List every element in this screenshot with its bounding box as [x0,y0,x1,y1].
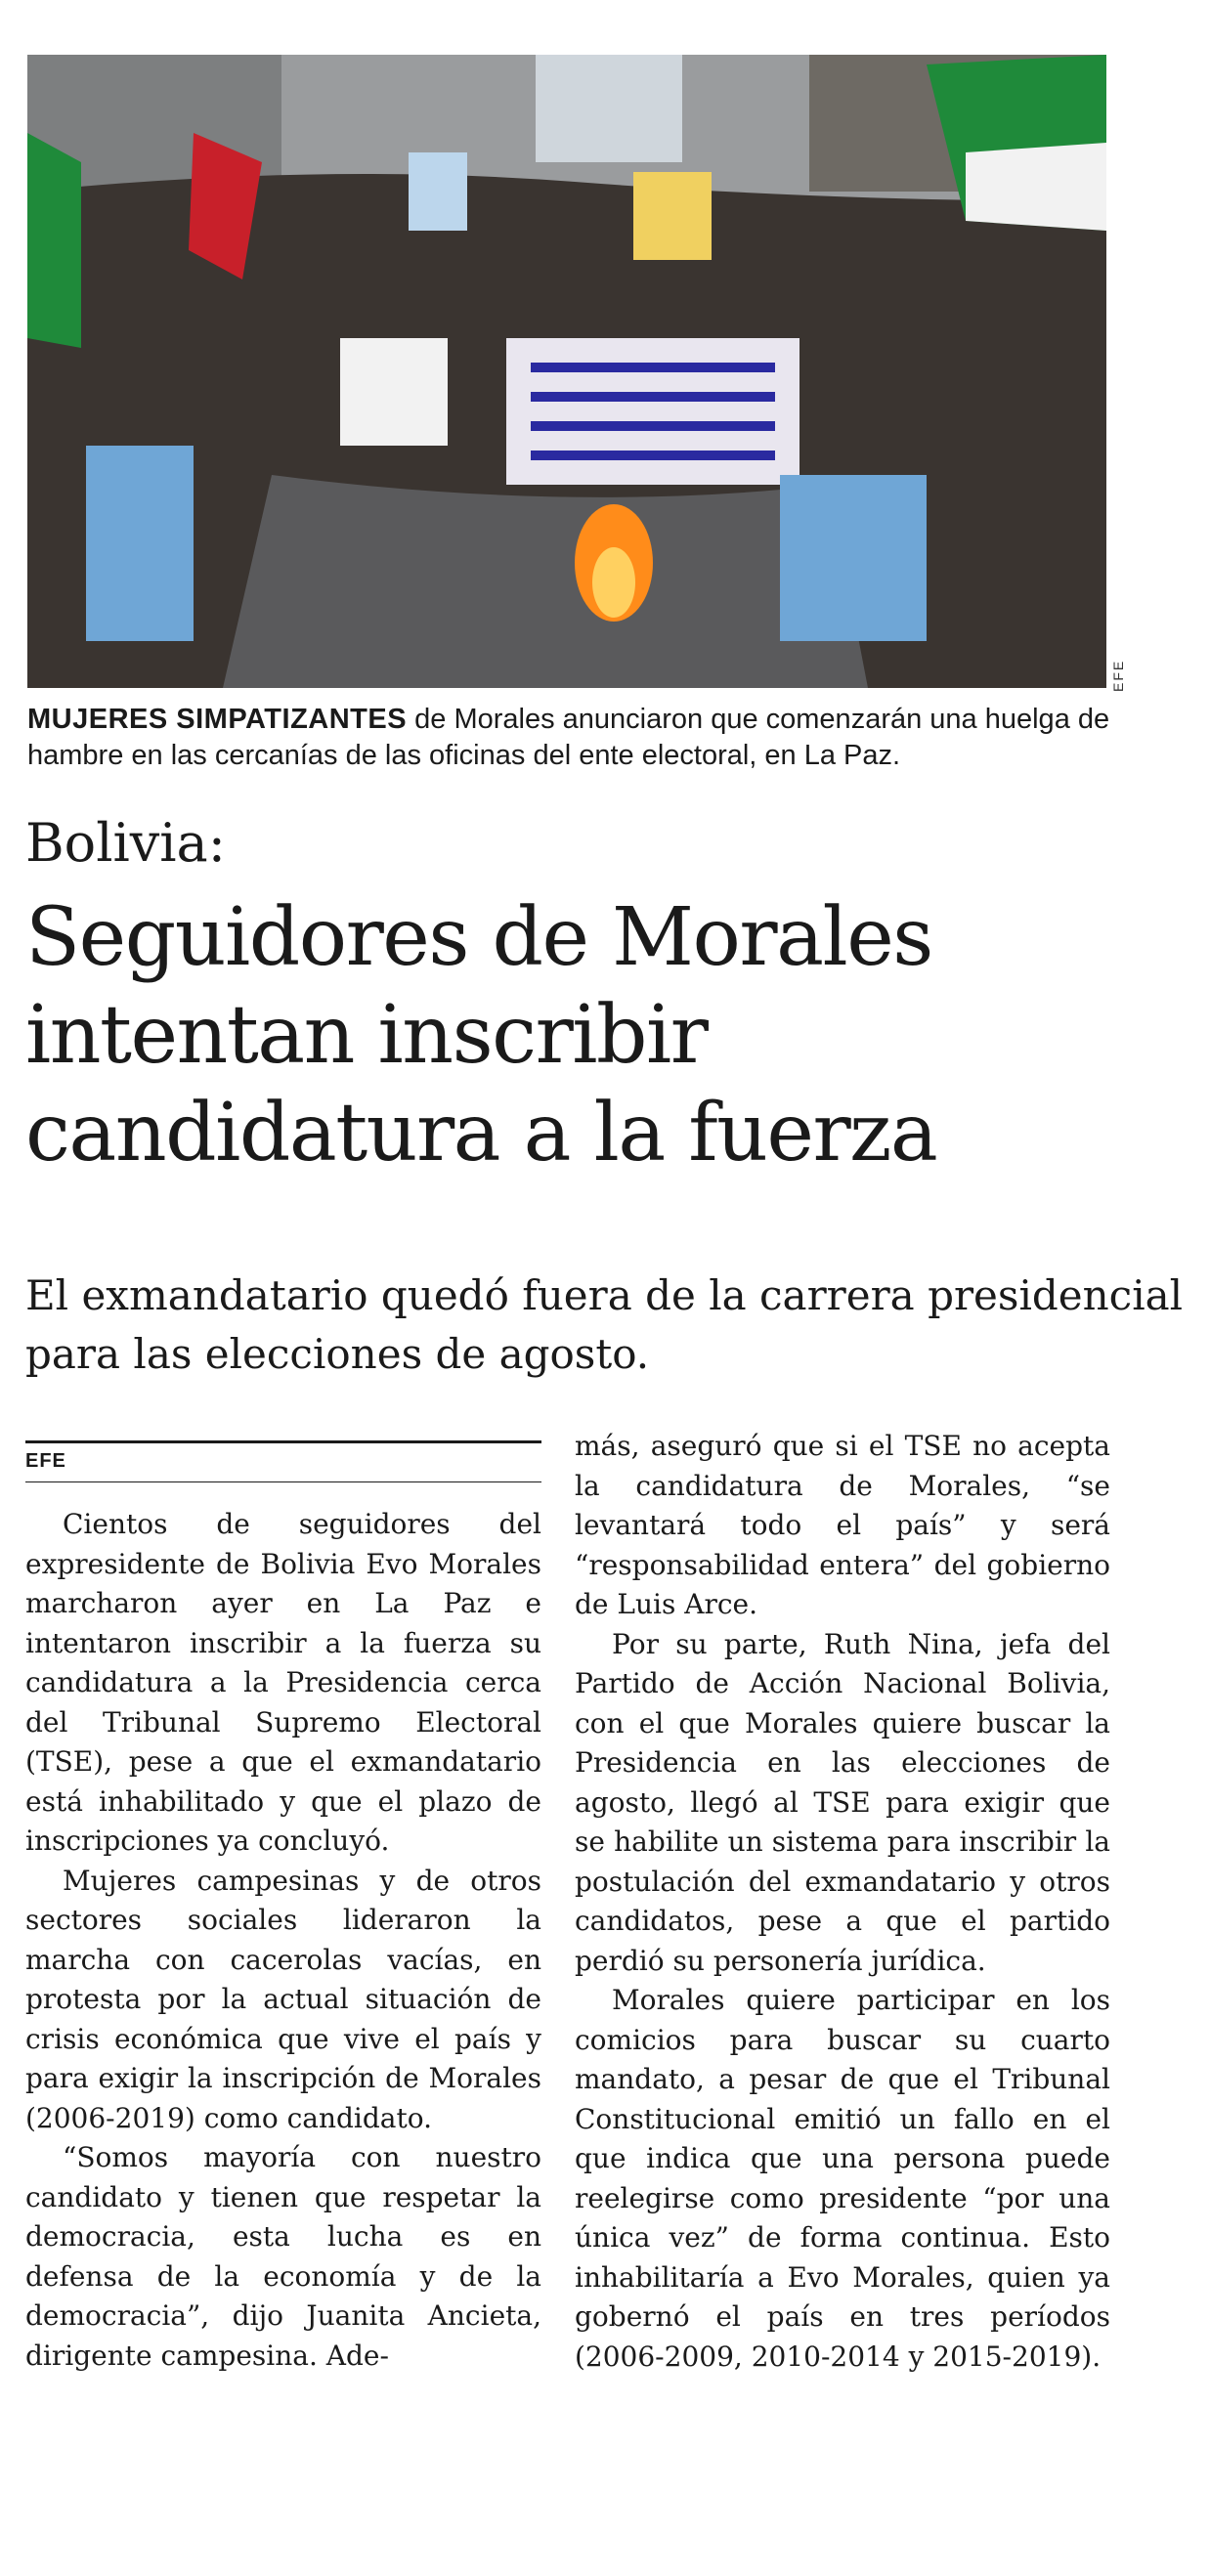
paragraph: Cientos de seguidores del expresidente de Bolivia Evo Morales marcharon ayer en La Paz e intentaron inscribir a la fuerza su candidatura a la Presidencia cerca del Tribunal Supremo Electoral (TSE), pese a que el exmandatario está inhabilitado y que el plazo de inscripciones ya concluyó. [25,1508,541,1857]
byline-rule-top [25,1440,541,1443]
paragraph: Por su parte, Ruth Nina, jefa del Partido de Acción Nacional Bolivia, con el que Morales quiere buscar la Presidencia en las elecciones de agosto, llegó al TSE para exigir que se habilite un sistema para inscribir la postulación del exmandatario y otros candidatos, pese a que el partido perdió su personería jurídica. [575,1627,1110,1977]
headline: Seguidores de Morales intentan inscribir candidatura a la fuerza [25,891,937,1180]
protest-photo [27,55,1106,688]
photo-caption [27,702,1114,774]
paragraph: “Somos mayoría con nuestro candidato y tienen que respetar la democracia, esta lucha es en defensa de la economía y de la democracia”, dijo Juanita Ancieta, dirigente campesina. Ade- [25,2141,541,2372]
photo-credit: EFE [1110,659,1126,692]
paragraph-continuation: más, aseguró que si el TSE no acepta la candidatura de Morales, “se levantará todo el país” y será “responsabilidad entera” del gobierno de Luis Arce. [575,1430,1110,1620]
byline-rule-bottom [25,1481,541,1482]
byline: EFE [25,1450,66,1472]
paragraph: Mujeres campesinas y de otros sectores sociales lideraron la marcha con cacerolas vacías, en protesta por la actual situación de crisis económica que vive el país y para exigir la inscripción de Morales (2006-2019) como candidato. [25,1864,541,2134]
paragraph: Morales quiere participar en los comicios para buscar su cuarto mandato, a pesar de que el Tribunal Constitucional emitió un fallo en el que indica que una persona puede reelegirse como presidente “por una única vez” de forma continua. Esto inhabilitaría a Evo Morales, quien ya gobernó el país en tres períodos (2006-2009, 2010-2014 y 2015-2019). [575,1984,1110,2373]
protest-photo-icon [27,55,1106,688]
article-column-left [25,1505,541,2541]
article-column-right [575,1427,1110,2541]
caption-text: de Morales anunciaron que comenzarán una huelga de hambre en las cercanías de las oficinas del ente electoral, en La Paz. [27,704,1110,771]
kicker: Bolivia: [25,812,226,874]
deck: El exmandatario quedó fuera de la carrera presidencial para las elecciones de agosto. [25,1271,1184,1378]
caption-lead: MUJERES SIMPATIZANTES [27,704,408,735]
